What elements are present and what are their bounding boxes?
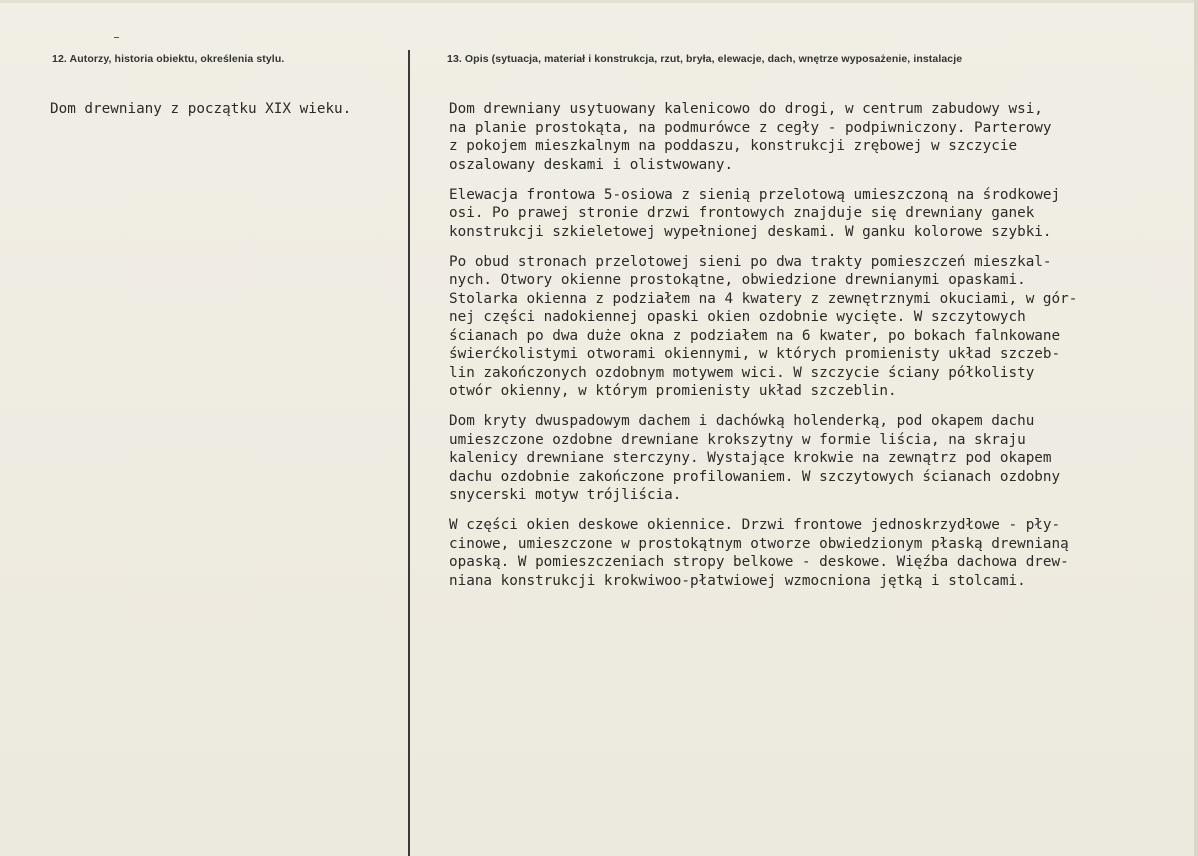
text-line: cinowe, umieszczone w prostokątnym otworze obwiedzionym płaską drewnianą [449,535,1069,552]
paragraph-facade [449,186,1184,242]
text-line: kalenicy drewniane sterczyny. Wystające krokwie na zewnątrz pod okapem [449,450,1052,466]
text-line: W części okien deskowe okiennice. Drzwi frontowe jednoskrzydłowe - pły- [449,517,1061,533]
text-line: Dom kryty dwuspadowym dachem i dachówką holenderką, pod okapem dachu [449,413,1035,429]
text-line: Po obud stronach przelotowej sieni po dwa trakty pomieszczeń mieszkal- [449,253,1052,270]
text-line: Elewacja frontowa 5-osiowa z sienią przelotową umieszczoną na środkowej [449,186,1061,203]
column-divider [408,50,410,856]
paragraph-interior [449,516,1184,590]
fold-mark [114,37,119,38]
paragraph-situation [449,100,1184,174]
paper-top-edge [0,0,1198,3]
paragraph-roof [449,412,1184,505]
text-line: otwór okienny, w którym promienisty układ szczeblin. [449,383,897,399]
text-line: umieszczone ozdobne drewniane krokszytny w formie liścia, na skraju [449,431,1026,448]
text-line: dachu ozdobnie zakończone profilowaniem. W szczytowych ścianach ozdobny [449,468,1061,485]
text-line: lin zakończonych ozdobnym motywem wici. W szczycie ściany półkolisty [449,364,1035,381]
text-line: snycerski motyw trójliścia. [449,487,682,503]
text-line: Dom drewniany usytuowany kalenicowo do drogi, w centrum zabudowy wsi, [449,101,1043,117]
text-line: osi. Po prawej stronie drzwi frontowych znajduje się drewniany ganek [449,205,1035,221]
section-13-header: 13. Opis (sytuacja, materiał i konstrukcja, rzut, bryła, elewacje, dach, wnętrze wyposażenie, instalacje [447,53,963,65]
text-line: ścianach po dwa duże okna z podziałem na 6 kwater, po bokach falnkowane [449,327,1061,344]
text-line: z pokojem mieszkalnym na poddaszu, konstrukcji zrębowej w szczycie [449,138,1018,154]
text-line: świerćkolistymi otworami okiennymi, w których promienisty układ szczeb- [449,346,1061,362]
text-line: na planie prostokąta, na podmurówce z cegły - podpiwniczony. Parterowy [449,119,1052,136]
text-line: opaską. W pomieszczeniach stropy belkowe - deskowe. Więźba dachowa drew- [449,554,1069,570]
text-line: oszalowany deskami i olistwowany. [449,156,734,173]
text-line: konstrukcji szkieletowej wypełnionej deskami. W ganku kolorowe szybki. [449,223,1052,240]
paragraph-windows [449,253,1184,401]
text-line: nej części nadokiennej opaski okien ozdobnie wycięte. W szczytowych [449,309,1026,325]
text-line: niana konstrukcji krokwiwoo-płatwiowej wzmocniona jętką i stolcami. [449,572,1026,589]
description-column [449,100,1184,602]
paper-right-edge [1194,0,1198,856]
text-line: Stolarka okienna z podziałem na 4 kwatery z zewnętrznymi okuciami, w gór- [449,290,1078,307]
text-line: nych. Otwory okienne prostokątne, obwiedzione drewnianymi opaskami. [449,272,1026,288]
history-text: Dom drewniany z początku XIX wieku. [50,101,352,117]
section-12-header: 12. Autorzy, historia obiektu, określenia stylu. [52,53,285,65]
